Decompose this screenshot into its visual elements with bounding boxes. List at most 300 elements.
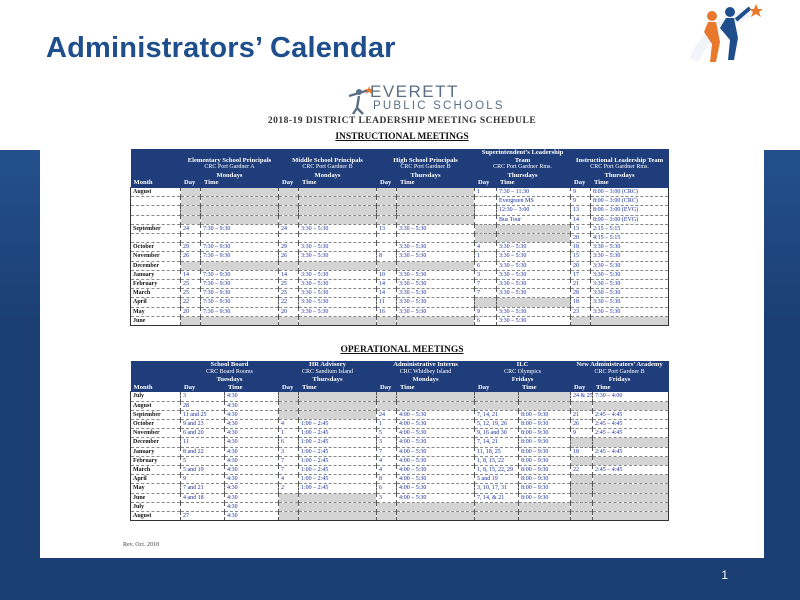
time-cell: 8:00 – 3:00 (CRC) — [591, 187, 669, 196]
month-cell: August — [131, 401, 181, 410]
day-cell: 6 — [475, 316, 497, 325]
time-cell: 8:00 – 9:30 — [519, 438, 571, 447]
day-cell: 20 — [571, 261, 591, 270]
time-cell: 4:30 — [225, 475, 279, 484]
day-cell — [181, 197, 201, 206]
time-cell: 4:15 – 5:15 — [591, 233, 669, 242]
time-cell: 3:30 – 5:30 — [497, 289, 571, 298]
table-row — [131, 502, 669, 511]
day-column-header: Day — [181, 179, 201, 187]
month-cell: January — [131, 447, 181, 456]
day-cell: 21 — [571, 280, 591, 289]
day-cell: 3 — [377, 493, 397, 502]
time-cell: 3:30 – 5:30 — [497, 252, 571, 261]
day-cell: 4 — [279, 475, 299, 484]
day-cell: 3 — [279, 447, 299, 456]
day-cell: 5 — [181, 456, 225, 465]
table-row — [131, 401, 669, 410]
time-cell — [591, 316, 669, 325]
table-row — [131, 429, 669, 438]
time-cell — [397, 261, 475, 270]
time-cell — [593, 401, 669, 410]
time-cell: 7:30 – 9:30 — [201, 280, 279, 289]
day-cell: 25 — [279, 280, 299, 289]
month-cell: December — [131, 261, 181, 270]
day-cell: 4 — [377, 456, 397, 465]
blank-header — [131, 149, 181, 164]
time-cell: 4:30 — [225, 512, 279, 521]
time-cell: 2:45 – 4:45 — [593, 447, 669, 456]
day-column-header: Day — [279, 384, 299, 392]
day-cell — [475, 392, 519, 401]
day-cell: 28 — [181, 401, 225, 410]
day-cell: 11 — [181, 438, 225, 447]
day-cell — [377, 243, 397, 252]
time-cell: 1:00 – 2:45 — [299, 447, 377, 456]
day-cell: 1 — [475, 252, 497, 261]
table-row — [131, 447, 669, 456]
day-cell — [571, 512, 593, 521]
table-row — [131, 392, 669, 401]
day-cell: 6 — [279, 438, 299, 447]
day-cell: 13 — [571, 224, 591, 233]
time-cell: 3:30 – 5:30 — [299, 270, 377, 279]
day-cell — [475, 401, 519, 410]
table-row — [131, 493, 669, 502]
month-column-header: Month — [131, 179, 181, 187]
time-cell — [299, 187, 377, 196]
time-cell: 7:30 – 9:30 — [201, 270, 279, 279]
time-cell: 4:30 — [225, 456, 279, 465]
day-cell — [571, 456, 593, 465]
month-cell: June — [131, 493, 181, 502]
time-cell: 3:30 – 5:30 — [299, 224, 377, 233]
time-cell — [201, 215, 279, 224]
day-cell: 29 — [181, 243, 201, 252]
day-cell: 20 — [181, 307, 201, 316]
day-cell: 6 — [377, 484, 397, 493]
time-cell: 1:00 – 2:45 — [299, 438, 377, 447]
time-cell: 8:00 – 9:30 — [519, 466, 571, 475]
time-cell: 4:30 — [225, 401, 279, 410]
group-name-header: ILC — [475, 361, 571, 369]
day-cell — [377, 261, 397, 270]
month-cell: October — [131, 419, 181, 428]
day-cell: 18 — [571, 243, 591, 252]
group-location-header: CRC Port Gardner A — [181, 164, 279, 172]
day-column-header: Day — [571, 179, 591, 187]
group-day-header: Tuesdays — [181, 376, 279, 384]
day-cell — [475, 224, 497, 233]
day-cell — [279, 187, 299, 196]
time-cell — [299, 392, 377, 401]
time-cell: Bus Tour — [497, 215, 571, 224]
time-cell — [201, 206, 279, 215]
time-cell — [593, 493, 669, 502]
day-cell: 5 and 19 — [181, 466, 225, 475]
day-cell: 22 — [279, 298, 299, 307]
instructional-rows — [131, 187, 669, 325]
table-row — [131, 410, 669, 419]
day-cell — [279, 512, 299, 521]
time-cell: 3:30 – 5:30 — [397, 224, 475, 233]
time-cell — [201, 261, 279, 270]
time-cell: 1:00 – 2:45 — [299, 466, 377, 475]
time-cell: 3:30 – 5:30 — [299, 298, 377, 307]
district-logo-subname: PUBLIC SCHOOLS — [373, 100, 505, 112]
day-column-header: Day — [377, 384, 397, 392]
month-cell: September — [131, 224, 181, 233]
day-cell: 23 — [571, 307, 591, 316]
day-cell: 1, 8, 15, 22 — [475, 456, 519, 465]
time-cell: 3:30 – 5:30 — [497, 261, 571, 270]
time-cell: 7:30 – 4:00 — [593, 392, 669, 401]
time-cell — [397, 392, 475, 401]
day-cell — [181, 233, 201, 242]
day-cell — [181, 206, 201, 215]
group-location-header: CRC Port Gardner Rms. — [571, 164, 669, 172]
month-cell — [131, 215, 181, 224]
time-column-header: Time — [201, 179, 279, 187]
time-cell: 8:00 – 9:30 — [519, 475, 571, 484]
group-name-header: Middle School Principals — [279, 149, 377, 164]
table-row — [131, 233, 669, 242]
day-cell — [475, 233, 497, 242]
time-cell: 4:30 — [225, 410, 279, 419]
month-cell: February — [131, 280, 181, 289]
time-cell — [299, 401, 377, 410]
time-cell: 3:30 – 5:30 — [591, 298, 669, 307]
day-cell: 7, 14, 21 — [475, 410, 519, 419]
day-cell: 26 — [181, 252, 201, 261]
day-cell: 5, 12, 19, 26 — [475, 419, 519, 428]
time-cell: 4:30 — [225, 493, 279, 502]
day-cell: 18 — [571, 298, 591, 307]
time-cell: 3:30 – 5:30 — [497, 316, 571, 325]
month-cell: August — [131, 512, 181, 521]
day-cell: 4 — [377, 466, 397, 475]
day-column-header: Day — [279, 179, 299, 187]
time-cell: 4:30 — [225, 484, 279, 493]
time-cell — [299, 493, 377, 502]
time-cell: 4:30 — [225, 438, 279, 447]
group-day-header: Fridays — [475, 376, 571, 384]
time-cell: 2:45 – 4:45 — [593, 419, 669, 428]
day-cell — [571, 438, 593, 447]
group-name-header: Superintendent’s Leadership Team — [475, 149, 571, 164]
day-cell — [377, 392, 397, 401]
time-cell: 3:30 – 5:30 — [397, 307, 475, 316]
time-cell — [299, 206, 377, 215]
day-cell: 24 — [377, 410, 397, 419]
table-row — [131, 224, 669, 233]
time-cell: 4:30 — [225, 447, 279, 456]
operational-heading: OPERATIONAL MEETINGS — [340, 345, 464, 355]
day-cell: 9 — [475, 307, 497, 316]
time-cell: 4:30 — [225, 502, 279, 511]
day-cell: 8 — [377, 252, 397, 261]
time-column-header: Time — [591, 179, 669, 187]
time-cell: 1:00 – 2:45 — [299, 429, 377, 438]
time-cell: 3:30 – 5:30 — [397, 252, 475, 261]
operational-schedule-table — [130, 361, 669, 521]
time-cell — [497, 298, 571, 307]
day-cell: 1, 8, 15, 22, 29 — [475, 466, 519, 475]
month-column-header: Month — [131, 384, 181, 392]
time-cell: 8:00 – 3:00 (EVG) — [591, 206, 669, 215]
day-cell: 9 — [571, 429, 593, 438]
day-cell: 9, 16 and 30 — [475, 429, 519, 438]
time-cell — [497, 233, 571, 242]
day-cell — [377, 197, 397, 206]
time-cell: 4:30 — [225, 392, 279, 401]
blank-header — [131, 369, 181, 377]
day-cell: 9 and 23 — [181, 419, 225, 428]
day-cell: 7 and 21 — [181, 484, 225, 493]
day-cell — [377, 233, 397, 242]
time-cell: 3:30 – 5:30 — [591, 261, 669, 270]
day-cell: 3 — [377, 438, 397, 447]
day-cell: 22 — [181, 298, 201, 307]
day-cell: 16 — [377, 307, 397, 316]
day-cell: 7 — [377, 447, 397, 456]
month-cell: March — [131, 466, 181, 475]
time-cell: 4:00 – 5:30 — [397, 456, 475, 465]
time-cell: 4:00 – 5:30 — [397, 419, 475, 428]
time-cell: 1:00 – 2:45 — [299, 475, 377, 484]
time-column-header: Time — [397, 384, 475, 392]
day-cell: 3 — [181, 392, 225, 401]
day-cell: 13 — [377, 224, 397, 233]
day-cell: 24 — [279, 224, 299, 233]
day-cell: 7, 14, 21 — [475, 438, 519, 447]
group-name-header: HR Advisory — [279, 361, 377, 369]
month-cell: April — [131, 298, 181, 307]
day-cell — [279, 261, 299, 270]
day-cell: 24 — [181, 224, 201, 233]
day-cell — [377, 502, 397, 511]
day-cell: 4 — [279, 419, 299, 428]
instructional-schedule-table — [130, 149, 669, 326]
time-cell — [299, 215, 377, 224]
time-cell: 3:30 – 5:30 — [397, 289, 475, 298]
month-cell — [131, 206, 181, 215]
blank-header — [131, 164, 181, 172]
table-row — [131, 438, 669, 447]
time-cell — [519, 512, 571, 521]
day-cell — [279, 215, 299, 224]
slide-number: 1 — [721, 568, 728, 582]
day-cell: 18 — [571, 447, 593, 456]
time-cell: 3:30 – 5:30 — [397, 270, 475, 279]
time-cell — [201, 197, 279, 206]
month-cell: October — [131, 243, 181, 252]
day-cell — [279, 401, 299, 410]
time-cell — [299, 197, 377, 206]
time-cell: 2:45 – 4:45 — [593, 429, 669, 438]
day-cell: 3, 10, 17, 31 — [475, 484, 519, 493]
day-cell: 9 — [571, 197, 591, 206]
day-cell: 28 — [571, 289, 591, 298]
day-cell: 17 — [571, 270, 591, 279]
time-cell: 4:00 – 5:30 — [397, 410, 475, 419]
table-row — [131, 261, 669, 270]
day-cell — [279, 410, 299, 419]
day-column-header: Day — [475, 384, 519, 392]
table-row — [131, 243, 669, 252]
time-cell: 8:00 – 9:30 — [519, 447, 571, 456]
time-cell — [593, 438, 669, 447]
day-cell: 1 — [279, 429, 299, 438]
time-column-header: Time — [397, 179, 475, 187]
day-cell: 8 and 22 — [181, 447, 225, 456]
day-cell: 2 — [279, 484, 299, 493]
time-column-header: Time — [519, 384, 571, 392]
day-cell: 7, 14, & 21 — [475, 493, 519, 502]
group-location-header: CRC Port Gardner B — [279, 164, 377, 172]
time-cell: 3:30 – 5:30 — [397, 298, 475, 307]
time-cell: 8:00 – 9:30 — [519, 484, 571, 493]
time-cell: 3:30 – 5:30 — [497, 270, 571, 279]
day-cell — [279, 316, 299, 325]
day-cell — [181, 187, 201, 196]
time-cell — [397, 187, 475, 196]
time-cell: 3:30 – 5:30 — [299, 243, 377, 252]
blank-header — [131, 376, 181, 384]
day-cell: 14 — [279, 270, 299, 279]
time-cell: 3:30 – 5:30 — [397, 280, 475, 289]
time-column-header: Time — [299, 179, 377, 187]
day-cell: 1 — [475, 187, 497, 196]
table-row — [131, 215, 669, 224]
day-cell — [377, 215, 397, 224]
time-cell — [201, 233, 279, 242]
group-name-header: Elementary School Principals — [181, 149, 279, 164]
group-location-header: CRC Port Gardner B — [377, 164, 475, 172]
day-cell: 21 — [571, 410, 593, 419]
time-cell — [593, 475, 669, 484]
document-subtitle: 2018-19 DISTRICT LEADERSHIP MEETING SCHEDULE — [267, 116, 537, 126]
time-column-header: Time — [593, 384, 669, 392]
month-cell: June — [131, 316, 181, 325]
day-cell: 7 — [475, 280, 497, 289]
day-cell — [279, 392, 299, 401]
day-cell: 26 — [571, 419, 593, 428]
time-cell — [397, 316, 475, 325]
instructional-heading: INSTRUCTIONAL MEETINGS — [335, 132, 469, 142]
time-cell — [397, 197, 475, 206]
day-cell: 25 — [181, 289, 201, 298]
day-cell: 11 — [377, 298, 397, 307]
day-cell: 22 — [571, 466, 593, 475]
time-cell — [201, 316, 279, 325]
time-cell: 4:00 – 5:30 — [397, 447, 475, 456]
day-column-header: Day — [571, 384, 593, 392]
month-cell: July — [131, 502, 181, 511]
day-column-header: Day — [475, 179, 497, 187]
time-cell: 3:30 – 5:30 — [497, 243, 571, 252]
time-cell: 3:30 – 5:30 — [299, 252, 377, 261]
group-day-header: Mondays — [377, 376, 475, 384]
group-location-header: CRC Olympics — [475, 369, 571, 377]
day-cell — [279, 197, 299, 206]
day-cell: 15 — [571, 252, 591, 261]
day-cell — [475, 215, 497, 224]
day-column-header: Day — [377, 179, 397, 187]
day-cell — [377, 401, 397, 410]
group-location-header: CRC Sandium Island — [279, 369, 377, 377]
day-cell — [377, 316, 397, 325]
day-cell: 9 — [571, 187, 591, 196]
time-cell — [397, 512, 475, 521]
time-cell: 3:30 – 5:30 — [591, 289, 669, 298]
day-cell: 24 & 25 — [571, 392, 593, 401]
time-cell: 7:30 – 9:30 — [201, 252, 279, 261]
day-cell: 8 — [377, 475, 397, 484]
time-cell: 8:00 – 3:00 (EVG) — [591, 215, 669, 224]
table-row — [131, 280, 669, 289]
document-sheet — [40, 76, 764, 558]
day-cell: 4 — [475, 243, 497, 252]
table-row — [131, 307, 669, 316]
time-cell: 4:30 — [225, 466, 279, 475]
day-cell — [475, 206, 497, 215]
day-cell — [181, 316, 201, 325]
day-cell: 7 — [279, 456, 299, 465]
time-cell: 8:00 – 9:30 — [519, 410, 571, 419]
day-cell: 13 — [571, 206, 591, 215]
day-cell: 1 — [377, 419, 397, 428]
revision-note: Rev. Oct. 2018 — [123, 542, 159, 548]
day-cell: 27 — [181, 512, 225, 521]
time-cell — [397, 401, 475, 410]
table-row — [131, 316, 669, 325]
day-cell: 5 and 19 — [475, 475, 519, 484]
time-cell: 12:30 – 3:00 — [497, 206, 571, 215]
time-cell: 2:45 – 4:45 — [593, 466, 669, 475]
group-location-header: CRC Port Gardner B — [571, 369, 669, 377]
day-cell — [571, 493, 593, 502]
table-row — [131, 270, 669, 279]
time-cell: 2:45 – 4:45 — [593, 410, 669, 419]
time-cell: 3:30 – 5:30 — [591, 280, 669, 289]
day-cell — [571, 502, 593, 511]
month-cell: February — [131, 456, 181, 465]
district-logo-name: EVERETT — [370, 82, 459, 101]
group-location-header: CRC Port Gardner Rms. — [475, 164, 571, 172]
month-cell — [131, 197, 181, 206]
day-cell — [571, 316, 591, 325]
day-cell — [181, 502, 225, 511]
month-cell: March — [131, 289, 181, 298]
time-cell — [397, 206, 475, 215]
group-name-header: High School Principals — [377, 149, 475, 164]
time-cell: 7:30 – 9:30 — [201, 298, 279, 307]
time-cell: 3:30 – 5:30 — [591, 307, 669, 316]
time-cell: 4:00 – 5:30 — [397, 493, 475, 502]
day-cell: 26 — [279, 252, 299, 261]
time-cell: 8:00 – 9:30 — [519, 419, 571, 428]
day-cell: 14 — [181, 270, 201, 279]
day-cell: 11, 18, 25 — [475, 447, 519, 456]
table-row — [131, 484, 669, 493]
day-cell: 6 and 20 — [181, 429, 225, 438]
time-cell — [299, 512, 377, 521]
day-cell — [475, 298, 497, 307]
time-cell: 8:00 – 9:30 — [519, 493, 571, 502]
group-day-header: Thursdays — [571, 172, 669, 180]
group-day-header: Thursdays — [377, 172, 475, 180]
